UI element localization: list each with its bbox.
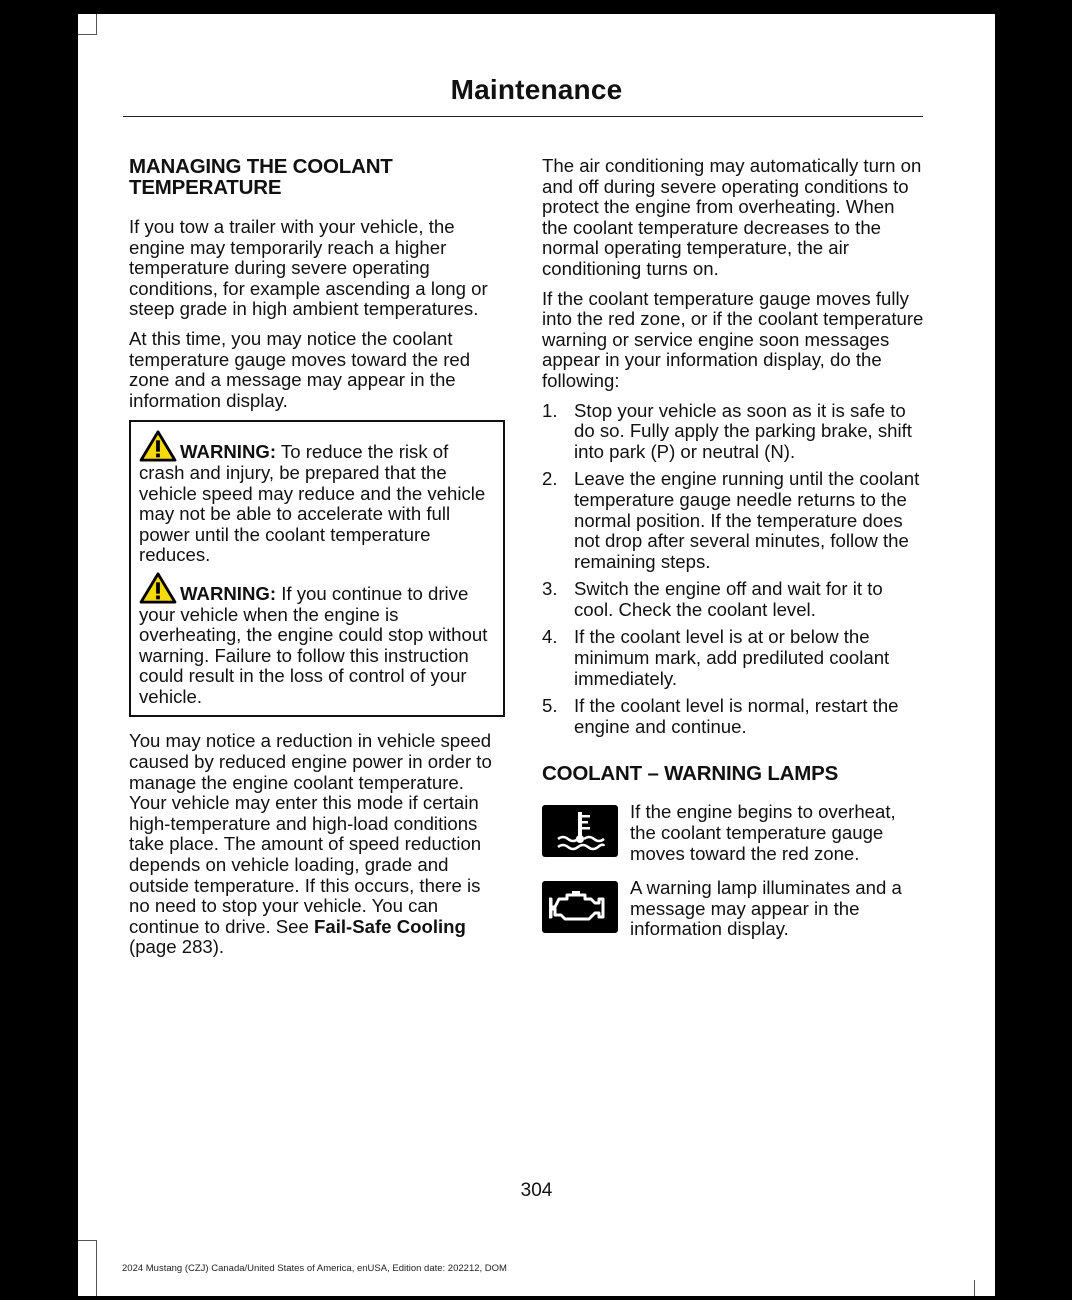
page-reference: (page 283). <box>129 936 225 958</box>
step-text: Stop your vehicle as soon as it is safe to do so. Fully apply the parking brake, shift into park (P) or neutral (N). <box>574 399 912 462</box>
warning-label: WARNING: <box>180 441 277 463</box>
warning-item <box>139 430 497 566</box>
warning-label: WARNING: <box>180 582 277 604</box>
cross-reference-link[interactable]: Fail-Safe Cooling <box>314 915 466 937</box>
step-number: 4. <box>542 626 558 648</box>
step-number: 5. <box>542 695 558 717</box>
list-item <box>542 696 924 737</box>
coolant-temperature-icon <box>542 805 618 857</box>
paragraph: The air conditioning may automatically turn on and off during severe operating conditions to protect the engine from overheating. When the coolant temperature decreases to the normal operating temperature, the air conditioning turns on. <box>542 155 922 279</box>
lamp-description: A warning lamp illuminates and a message may appear in the information display. <box>630 877 902 940</box>
warning-lamp-row <box>542 802 924 864</box>
header-rule <box>123 116 923 117</box>
lamp-description: If the engine begins to overheat, the coolant temperature gauge moves toward the red zone. <box>630 801 896 864</box>
paragraph-text: You may notice a reduction in vehicle speed caused by reduced engine power in order to manage the engine coolant temperature. Your vehicle may enter this mode if certain high-temperature and high-load conditions take place. The amount of speed reduction depends on vehicle loading, grade and outside temperature. If this occurs, there is no need to stop your vehicle. You can continue to drive. See <box>129 730 492 937</box>
right-column <box>542 156 924 954</box>
paragraph: At this time, you may notice the coolant temperature gauge moves toward the red zone and a message may appear in the information display. <box>129 327 471 411</box>
step-text: If the coolant level is at or below the minimum mark, add prediluted coolant immediately. <box>574 626 890 689</box>
page-number: 304 <box>520 1180 553 1201</box>
warning-lamp-row <box>542 878 924 940</box>
warning-triangle-icon <box>139 572 177 604</box>
paragraph: If the coolant temperature gauge moves fully into the red zone, or if the coolant temperature warning or service engine soon messages appear in your information display, do the following: <box>542 287 924 391</box>
step-number: 2. <box>542 468 558 490</box>
page-title: Maintenance <box>450 74 623 105</box>
step-text: Switch the engine off and wait for it to cool. Check the coolant level. <box>574 578 883 620</box>
warning-text: To reduce the risk of crash and injury, be prepared that the vehicle speed may reduce and the vehicle may not be able to accelerate with full power until the coolant temperature reduces. <box>139 441 486 566</box>
step-text: Leave the engine running until the coolant temperature gauge needle returns to the normal position. If the temperature does not drop after several minutes, follow the remaining steps. <box>574 468 920 572</box>
warning-triangle-icon <box>139 430 177 462</box>
list-item <box>542 579 924 620</box>
footer-edition-info: 2024 Mustang (CZJ) Canada/United States of America, enUSA, Edition date: 202212, DOM <box>122 1263 507 1274</box>
crop-mark-top-left <box>78 14 97 35</box>
warning-item <box>139 572 497 708</box>
crop-mark-bottom-left <box>78 1240 97 1296</box>
step-number: 3. <box>542 578 558 600</box>
warning-box <box>129 420 505 717</box>
warning-text: If you continue to drive your vehicle when the engine is overheating, the engine could stop without warning. Failure to follow this instruction could result in the loss of control of your vehicle. <box>139 582 488 707</box>
paragraph: If you tow a trailer with your vehicle, the engine may temporarily reach a higher temperature during severe operating conditions, for example ascending a long or steep grade in high ambient temperatures. <box>129 216 488 320</box>
section-heading-warning-lamps: COOLANT – WARNING LAMPS <box>542 762 839 786</box>
step-text: If the coolant level is normal, restart the engine and continue. <box>574 695 899 737</box>
check-engine-icon <box>542 881 618 933</box>
crop-mark-bottom-right <box>974 1280 975 1296</box>
list-item <box>542 627 924 689</box>
list-item <box>542 469 924 572</box>
paragraph-speed-reduction <box>129 731 505 958</box>
section-heading-coolant-temperature: MANAGING THE COOLANT TEMPERATURE <box>129 155 393 199</box>
steps-list <box>542 401 924 738</box>
list-item <box>542 401 924 463</box>
left-column <box>129 156 505 967</box>
manual-page <box>78 14 995 1296</box>
step-number: 1. <box>542 399 558 421</box>
